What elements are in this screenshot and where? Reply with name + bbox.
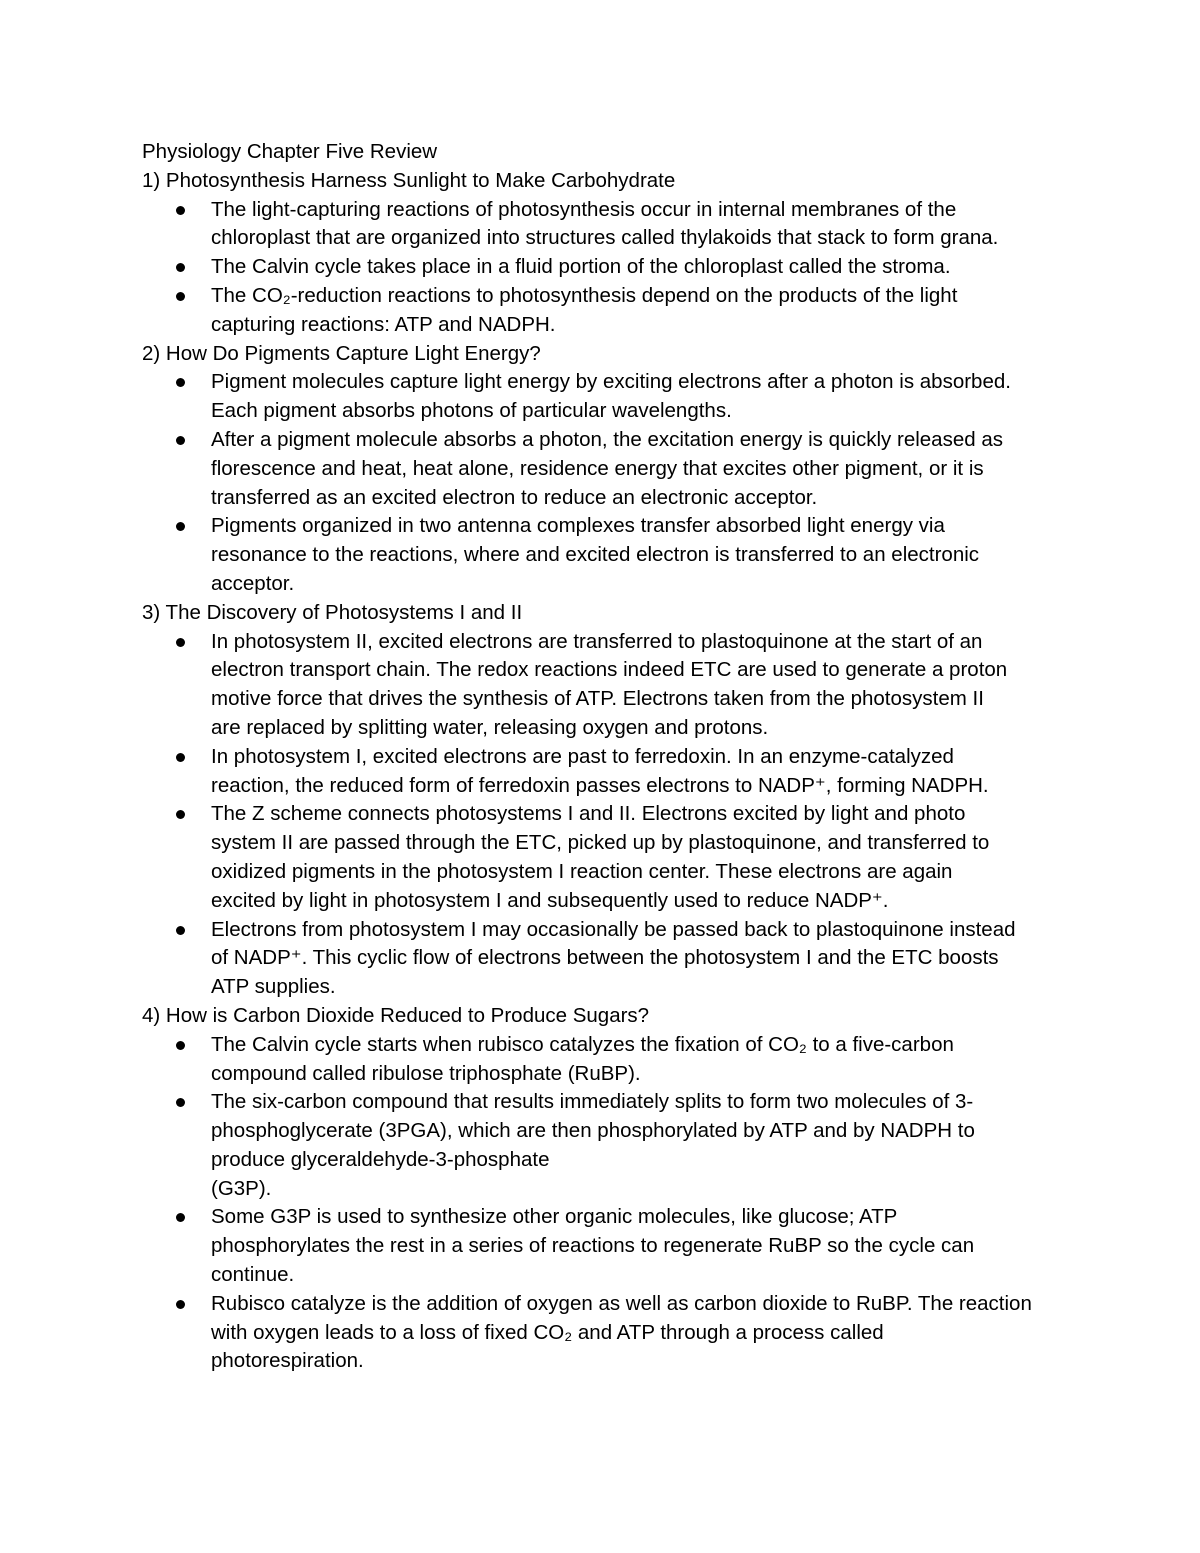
- section-heading: 4) How is Carbon Dioxide Reduced to Produce Sugars?: [142, 1003, 650, 1027]
- bullet-text-line: The CO₂-reduction reactions to photosynthesis depend on the products of the light: [211, 283, 958, 307]
- bullet-text-line: transferred as an excited electron to reduce an electronic acceptor.: [211, 485, 818, 509]
- section-heading: 2) How Do Pigments Capture Light Energy?: [142, 341, 541, 365]
- bullet-dot-icon: [176, 522, 185, 531]
- bullet-text-line: phosphorylates the rest in a series of reactions to regenerate RuBP so the cycle can: [211, 1234, 975, 1258]
- bullet-dot-icon: [176, 378, 185, 387]
- bullet-text-line: florescence and heat, heat alone, residence energy that excites other pigment, or it is: [211, 456, 984, 480]
- bullet-item: [142, 196, 1072, 254]
- bullet-dot-icon: [176, 1041, 185, 1050]
- bullet-text-line: Pigment molecules capture light energy by exciting electrons after a photon is absorbed.: [211, 370, 1011, 394]
- bullet-text-line: After a pigment molecule absorbs a photon, the excitation energy is quickly released as: [211, 427, 1003, 451]
- bullet-dot-icon: [176, 292, 185, 301]
- bullet-item: [142, 628, 1072, 743]
- bullet-item: [142, 800, 1072, 915]
- bullet-text-line: are replaced by splitting water, releasing oxygen and protons.: [211, 715, 769, 739]
- bullet-text-line: Pigments organized in two antenna complexes transfer absorbed light energy via: [211, 514, 945, 538]
- bullet-list: [142, 1031, 1072, 1377]
- bullet-text-line: In photosystem II, excited electrons are transferred to plastoquinone at the start of an: [211, 629, 983, 653]
- bullet-text-line: The Z scheme connects photosystems I and II. Electrons excited by light and photo: [211, 802, 966, 826]
- bullet-dot-icon: [176, 638, 185, 647]
- bullet-item: [142, 1031, 1072, 1089]
- bullet-dot-icon: [176, 436, 185, 445]
- bullet-text-line: system II are passed through the ETC, picked up by plastoquinone, and transferred to: [211, 831, 990, 855]
- bullet-text-line: continue.: [211, 1263, 295, 1287]
- bullet-text-line: In photosystem I, excited electrons are past to ferredoxin. In an enzyme-catalyzed: [211, 744, 954, 768]
- bullet-list: [142, 628, 1072, 1002]
- bullet-dot-icon: [176, 263, 185, 272]
- bullet-text-line: The light-capturing reactions of photosynthesis occur in internal membranes of the: [211, 197, 957, 221]
- bullet-text-line: Rubisco catalyze is the addition of oxygen as well as carbon dioxide to RuBP. The reaction: [211, 1291, 1032, 1315]
- bullet-text-line: compound called ribulose triphosphate (RuBP).: [211, 1061, 641, 1085]
- bullet-item: [142, 743, 1072, 801]
- document-sections: [142, 167, 1072, 1376]
- bullet-text-line: oxidized pigments in the photosystem I reaction center. These electrons are again: [211, 859, 953, 883]
- bullet-text-line: (G3P).: [211, 1176, 272, 1200]
- bullet-item: [142, 426, 1072, 512]
- bullet-text-line: The six-carbon compound that results immediately splits to form two molecules of 3-: [211, 1090, 974, 1114]
- bullet-dot-icon: [176, 1098, 185, 1107]
- bullet-text-line: excited by light in photosystem I and subsequently used to reduce NADP⁺.: [211, 888, 889, 912]
- bullet-item: [142, 512, 1072, 598]
- bullet-text-line: electron transport chain. The redox reactions indeed ETC are used to generate a proton: [211, 658, 1008, 682]
- document-page: [142, 138, 1072, 1376]
- bullet-text-line: with oxygen leads to a loss of fixed CO₂ and ATP through a process called: [211, 1320, 884, 1344]
- bullet-item: [142, 1088, 1072, 1203]
- bullet-text-line: of NADP⁺. This cyclic flow of electrons between the photosystem I and the ETC boosts: [211, 946, 999, 970]
- bullet-text-line: chloroplast that are organized into structures called thylakoids that stack to form grana.: [211, 226, 999, 250]
- bullet-item: [142, 1290, 1072, 1376]
- bullet-text-line: resonance to the reactions, where and excited electron is transferred to an electronic: [211, 543, 980, 567]
- bullet-text-line: Electrons from photosystem I may occasionally be passed back to plastoquinone instead: [211, 917, 1016, 941]
- bullet-list: [142, 196, 1072, 340]
- bullet-text-line: phosphoglycerate (3PGA), which are then phosphorylated by ATP and by NADPH to: [211, 1119, 975, 1143]
- bullet-text-line: Some G3P is used to synthesize other organic molecules, like glucose; ATP: [211, 1205, 898, 1229]
- bullet-text-line: The Calvin cycle starts when rubisco catalyzes the fixation of CO₂ to a five-carbon: [211, 1032, 954, 1056]
- bullet-text-line: motive force that drives the synthesis of ATP. Electrons taken from the photosystem II: [211, 687, 984, 711]
- bullet-text-line: Each pigment absorbs photons of particular wavelengths.: [211, 399, 732, 423]
- bullet-text-line: reaction, the reduced form of ferredoxin passes electrons to NADP⁺, forming NADPH.: [211, 773, 989, 797]
- document-title: Physiology Chapter Five Review: [142, 140, 438, 163]
- bullet-item: [142, 916, 1072, 1002]
- bullet-text-line: produce glyceraldehyde-3-phosphate: [211, 1147, 550, 1171]
- section-heading: 1) Photosynthesis Harness Sunlight to Make Carbohydrate: [142, 168, 676, 192]
- bullet-dot-icon: [176, 753, 185, 762]
- bullet-text-line: acceptor.: [211, 571, 295, 595]
- bullet-text-line: The Calvin cycle takes place in a fluid portion of the chloroplast called the stroma.: [211, 255, 951, 279]
- section-heading: 3) The Discovery of Photosystems I and II: [142, 600, 523, 624]
- bullet-dot-icon: [176, 926, 185, 935]
- bullet-item: [142, 1203, 1072, 1289]
- bullet-dot-icon: [176, 1300, 185, 1309]
- bullet-text-line: ATP supplies.: [211, 975, 336, 999]
- bullet-list: [142, 368, 1072, 598]
- bullet-dot-icon: [176, 206, 185, 215]
- bullet-dot-icon: [176, 810, 185, 819]
- bullet-text-line: capturing reactions: ATP and NADPH.: [211, 312, 556, 336]
- bullet-item: [142, 368, 1072, 426]
- bullet-dot-icon: [176, 1213, 185, 1222]
- bullet-item: [142, 282, 1072, 340]
- bullet-item: [142, 253, 1072, 282]
- bullet-text-line: photorespiration.: [211, 1349, 364, 1373]
